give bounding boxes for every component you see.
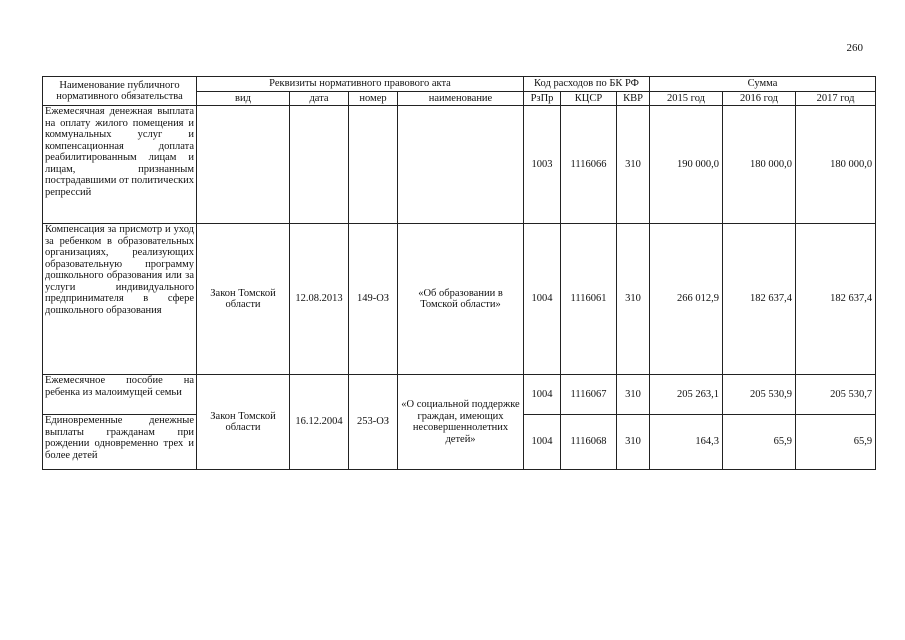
header-2016: 2016 год: [723, 91, 796, 106]
code-kvr: 310: [617, 375, 650, 415]
header-act-name: наименование: [398, 91, 524, 106]
sum-2017: 65,9: [796, 415, 876, 470]
sum-2015: 190 000,0: [650, 106, 723, 224]
act-vid: Закон Томской области: [197, 375, 290, 470]
header-requisites: Реквизиты нормативного правового акта: [197, 77, 524, 92]
header-date: дата: [290, 91, 349, 106]
code-kcsr: 1116067: [561, 375, 617, 415]
code-kcsr: 1116066: [561, 106, 617, 224]
sum-2015: 205 263,1: [650, 375, 723, 415]
code-kvr: 310: [617, 106, 650, 224]
table-row: [43, 224, 876, 375]
sum-2017: 182 637,4: [796, 224, 876, 375]
act-vid: Закон Томской области: [197, 224, 290, 375]
table-row: [43, 375, 876, 415]
header-number: номер: [349, 91, 398, 106]
act-date: 16.12.2004: [290, 375, 349, 470]
header-budget-code: Код расходов по БК РФ: [524, 77, 650, 92]
code-kcsr: 1116061: [561, 224, 617, 375]
public-obligations-table: [42, 76, 876, 470]
table-row: [43, 106, 876, 224]
obligation-name: Ежемесячное пособие на ребенка из малоимущей семьи: [43, 375, 197, 415]
act-number: 253-ОЗ: [349, 375, 398, 470]
header-sum: Сумма: [650, 77, 876, 92]
header-kvr: КВР: [617, 91, 650, 106]
sum-2016: 65,9: [723, 415, 796, 470]
obligation-name: Единовременные денежные выплаты гражданам при рождении одновременно трех и более детей: [43, 415, 197, 470]
sum-2015: 164,3: [650, 415, 723, 470]
code-rzpr: 1004: [524, 224, 561, 375]
code-kvr: 310: [617, 224, 650, 375]
obligation-name: Ежемесячная денежная выплата на оплату жилого помещения и коммунальных услуг и компенсационная доплата реабилитированным лицам и лицам, признанным пострадавшими от политических репрессий: [43, 106, 197, 224]
code-rzpr: 1004: [524, 375, 561, 415]
obligation-name: Компенсация за присмотр и уход за ребенком в образовательных организациях, реализующих образовательную программу дошкольного образования или за услуги индивидуального предпринимателя в сфере дошкольного образования: [43, 224, 197, 375]
header-vid: вид: [197, 91, 290, 106]
act-name: [398, 106, 524, 224]
act-number: 149-ОЗ: [349, 224, 398, 375]
act-number: [349, 106, 398, 224]
act-name: «О социальной поддержке граждан, имеющих несовершеннолетних детей»: [398, 375, 524, 470]
code-kcsr: 1116068: [561, 415, 617, 470]
code-rzpr: 1003: [524, 106, 561, 224]
sum-2016: 182 637,4: [723, 224, 796, 375]
header-obligation: Наименование публичного нормативного обязательства: [43, 77, 197, 106]
code-rzpr: 1004: [524, 415, 561, 470]
sum-2016: 180 000,0: [723, 106, 796, 224]
code-kvr: 310: [617, 415, 650, 470]
sum-2017: 205 530,7: [796, 375, 876, 415]
header-rzpr: РзПр: [524, 91, 561, 106]
act-vid: [197, 106, 290, 224]
header-row-1: [43, 77, 876, 92]
sum-2016: 205 530,9: [723, 375, 796, 415]
sum-2017: 180 000,0: [796, 106, 876, 224]
header-2015: 2015 год: [650, 91, 723, 106]
page-number: 260: [846, 42, 863, 54]
header-kcsr: КЦСР: [561, 91, 617, 106]
act-date: [290, 106, 349, 224]
act-date: 12.08.2013: [290, 224, 349, 375]
act-name: «Об образовании в Томской области»: [398, 224, 524, 375]
header-2017: 2017 год: [796, 91, 876, 106]
sum-2015: 266 012,9: [650, 224, 723, 375]
